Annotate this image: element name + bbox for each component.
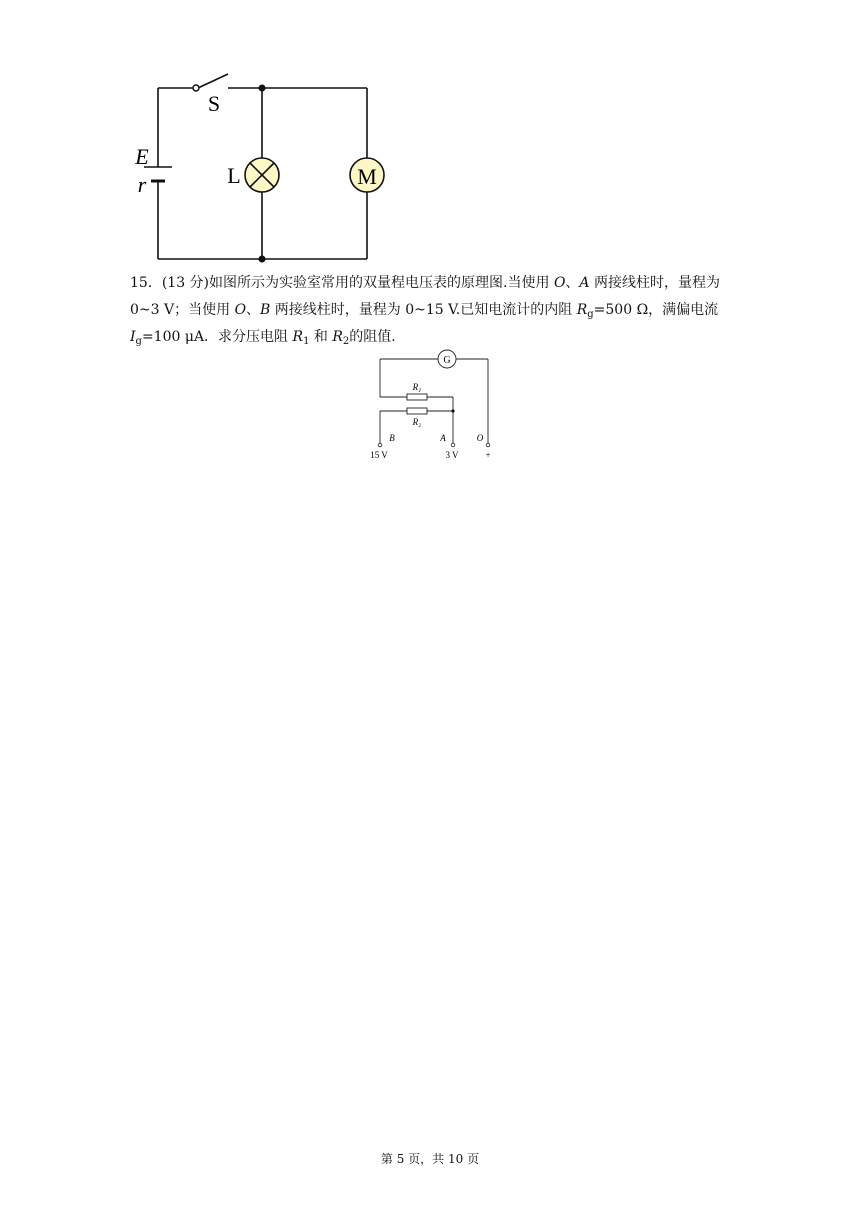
terminal-a-label: A: [440, 433, 446, 443]
terminal-a: A: [579, 275, 590, 291]
circuit-diagram-voltmeter: [360, 346, 500, 464]
question-number: 15．: [130, 275, 162, 291]
positive-terminal-label: +: [485, 450, 491, 460]
terminal-o-label: O: [476, 433, 484, 443]
separator: 、: [246, 302, 261, 318]
terminal-b-label: B: [389, 433, 395, 443]
terminal-o-icon: [486, 443, 490, 447]
range-15v-label: 15 V: [370, 450, 388, 460]
terminal-a-icon: [451, 443, 455, 447]
r1-symbol: R: [292, 329, 304, 345]
r2-subscript: 2: [342, 336, 350, 347]
ig-subscript: g: [135, 336, 142, 347]
question-text-part: 两接线柱时，量程为 0~15 V.已知电流计的内阻: [274, 302, 573, 318]
resistor-r2: [407, 408, 427, 414]
r2-symbol: R: [332, 329, 343, 345]
rg-subscript: g: [587, 309, 594, 320]
circuit-diagram-lamp-motor: [120, 70, 400, 270]
question-text-part: =500 Ω，满偏电流: [593, 302, 719, 318]
terminal-o: O: [553, 275, 566, 291]
range-3v-label: 3 V: [445, 450, 459, 460]
separator: 、: [565, 275, 580, 291]
junction-dot: [451, 409, 454, 412]
terminal-o: O: [234, 302, 247, 318]
resistor-r1: [407, 394, 427, 400]
internal-resistance-label: r: [137, 172, 147, 197]
lamp-icon: [245, 158, 279, 192]
rg-symbol: R: [576, 302, 588, 318]
r2-label: R₂: [412, 417, 422, 427]
question-text-part: =100 μA．求分压电阻: [141, 329, 289, 345]
junction-bottom: [259, 256, 266, 263]
switch-pivot: [193, 85, 199, 91]
question-text-part: 两接线柱时，量程为 0~3 V；当使用: [130, 275, 720, 318]
terminal-b: B: [260, 302, 271, 318]
terminal-b-icon: [378, 443, 382, 447]
switch-label: S: [207, 91, 221, 116]
question-text-part: 和: [313, 329, 328, 345]
question-text-part: 如图所示为实验室常用的双量程电压表的原理图.当使用: [209, 275, 550, 291]
lamp-label: L: [227, 163, 241, 188]
question-15: [130, 270, 735, 351]
emf-label: E: [135, 144, 149, 169]
junction-top: [259, 85, 266, 92]
page-footer: 第 5 页，共 10 页: [380, 1152, 480, 1166]
ig-symbol: I: [130, 329, 136, 345]
question-points: (13 分): [161, 275, 210, 291]
galvanometer-label: G: [443, 355, 451, 366]
question-text-part: 的阻值.: [349, 329, 396, 345]
question-paragraph: [130, 270, 735, 351]
motor-label: M: [357, 164, 377, 189]
switch-blade: [198, 74, 228, 88]
r1-label: R₁: [412, 382, 422, 392]
r1-subscript: 1: [303, 336, 310, 347]
